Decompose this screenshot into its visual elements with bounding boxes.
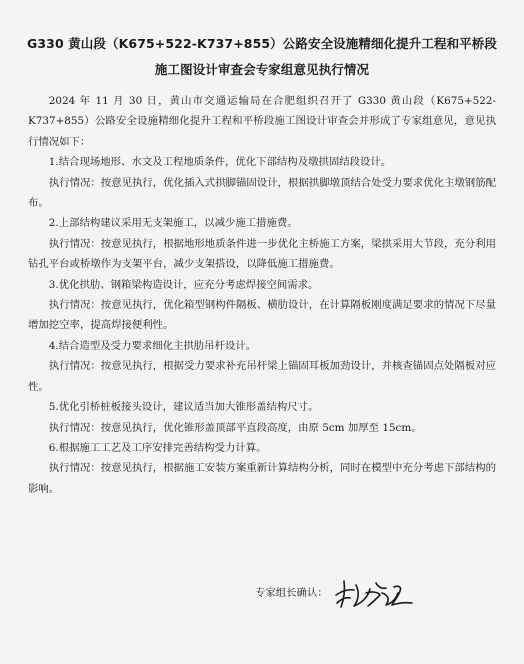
paragraph-response-4: 执行情况：按意见执行，根据受力要求补充吊杆梁上锚固耳板加劲设计，并核查锚固点处隔板对应性。 — [28, 360, 496, 393]
paragraph-item-4: 4.结合造型及受力要求细化主拱肋吊杆设计。 — [48, 339, 257, 352]
paragraph-item-1: 1.结合现场地形、水文及工程地质条件，优化下部结构及墩拱固结段设计。 — [48, 156, 392, 169]
signature-label: 专家组长确认： — [255, 587, 328, 599]
document-title-line2: 施工图设计审查会专家组意见执行情况 — [154, 62, 370, 77]
paragraph-response-1: 执行情况：按意见执行，优化插入式拱脚锚固设计，根据拱脚墩顶结合处受力要求优化主墩钢筋配布。 — [28, 176, 496, 210]
paragraph-response-3: 执行情况：按意见执行，优化箱型钢构件隔板、横肋设计，在计算隔板刚度满足要求的情况下尽量增加挖空率，提高焊接便利性。 — [28, 299, 496, 332]
document-body — [28, 91, 496, 499]
paragraph-item-6: 6.根据施工工艺及工序安排完善结构受力计算。 — [48, 441, 267, 454]
paragraph-item-5: 5.优化引桥桩板接头设计，建议适当加大锥形盖结构尺寸。 — [48, 401, 319, 414]
paragraph-intro: 2024 年 11 月 30 日，黄山市交通运输局在合肥组织召开了 G330 黄山段（K675+522-K737+855）公路安全设施精细化提升工程和平桥段施工图设计审查会并形成了专家组意见，意见执行情况如下： — [28, 95, 496, 148]
paragraph-item-2: 2.上部结构建议采用无支架施工，以减少施工措施费。 — [48, 217, 298, 230]
paragraph-response-5: 执行情况：按意见执行，优化锥形盖顶部平直段高度，由原 5cm 加厚至 15cm。 — [48, 421, 422, 434]
handwritten-signature — [332, 573, 422, 613]
signature-block — [255, 573, 422, 613]
document-title-line1: G330 黄山段（K675+522-K737+855）公路安全设施精细化提升工程和平桥段 — [27, 36, 497, 51]
paragraph-item-3: 3.优化拱肋、钢箱梁构造设计，应充分考虑焊接空间需求。 — [48, 278, 319, 291]
paragraph-response-6: 执行情况：按意见执行，根据施工安装方案重新计算结构分析，同时在模型中充分考虑下部结构的影响。 — [28, 462, 496, 495]
paragraph-response-2: 执行情况：按意见执行，根据地形地质条件进一步优化主桥施工方案，梁拱采用大节段，充分利用钻孔平台或桥墩作为支架平台，减少支架搭设，以降低施工措施费。 — [28, 237, 496, 271]
